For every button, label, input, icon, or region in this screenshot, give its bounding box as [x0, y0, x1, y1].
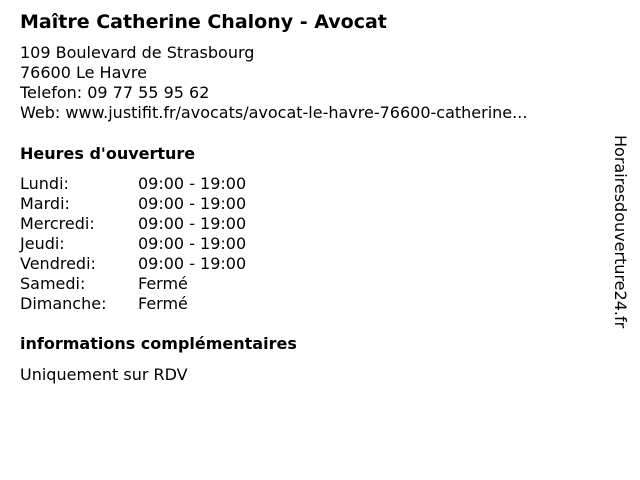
day-label: Jeudi:	[20, 234, 65, 253]
info-heading: informations complémentaires	[20, 334, 297, 353]
phone-number: Telefon: 09 77 55 95 62	[20, 83, 210, 102]
day-label: Vendredi:	[20, 254, 96, 273]
hours-value: 09:00 - 19:00	[138, 174, 247, 193]
website: Web: www.justifit.fr/avocats/avocat-le-havre-76600-catherine...	[20, 103, 528, 122]
day-label: Mardi:	[20, 194, 70, 213]
hours-value: Fermé	[138, 274, 188, 293]
watermark: Horairesdouverture24.fr	[611, 135, 630, 329]
hours-value: 09:00 - 19:00	[138, 194, 247, 213]
day-label: Mercredi:	[20, 214, 95, 233]
day-label: Dimanche:	[20, 294, 107, 313]
info-text: Uniquement sur RDV	[20, 365, 188, 384]
address-block	[20, 43, 527, 123]
hours-heading: Heures d'ouverture	[20, 144, 196, 163]
street-address: 109 Boulevard de Strasbourg	[20, 43, 255, 62]
hours-value: 09:00 - 19:00	[138, 234, 247, 253]
hours-value: 09:00 - 19:00	[138, 214, 247, 233]
day-label: Samedi:	[20, 274, 86, 293]
hours-value: Fermé	[138, 294, 188, 313]
city-postcode: 76600 Le Havre	[20, 63, 147, 82]
hours-value: 09:00 - 19:00	[138, 254, 247, 273]
day-label: Lundi:	[20, 174, 69, 193]
page-title: Maître Catherine Chalony - Avocat	[20, 11, 387, 33]
